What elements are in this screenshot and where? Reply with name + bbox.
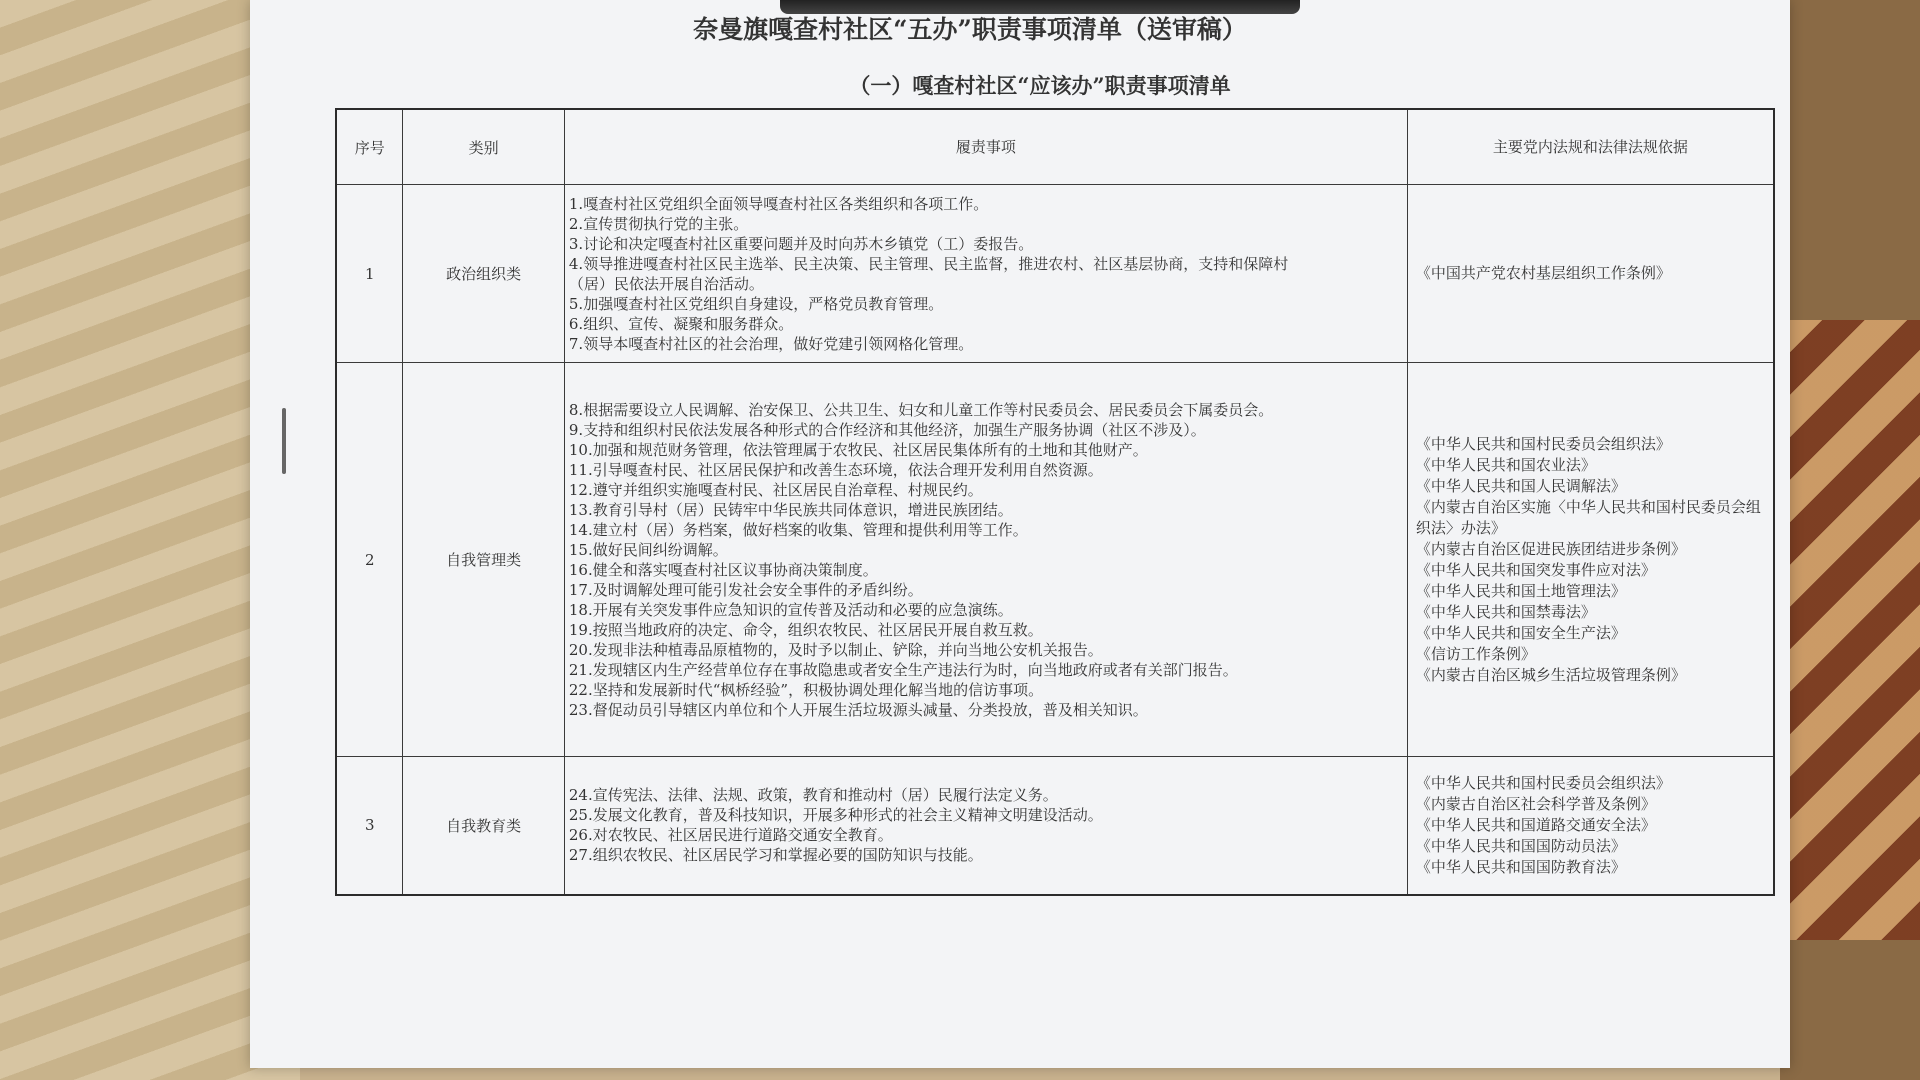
duty-item: 23.督促动员引导辖区内单位和个人开展生活垃圾源头减量、分类投放，普及相关知识。 [568, 700, 1148, 719]
table-row [336, 757, 1774, 895]
basis-item: 《中国共产党农村基层组织工作条例》 [1415, 264, 1671, 282]
duty-item: 9.支持和组织村民依法发展各种形式的合作经济和其他经济，加强生产服务协调（社区不涉及）。 [568, 420, 1206, 439]
duty-item: 19.按照当地政府的决定、命令，组织农牧民、社区居民开展自救互救。 [568, 620, 1043, 639]
duty-item: 18.开展有关突发事件应急知识的宣传普及活动和必要的应急演练。 [568, 600, 1013, 619]
row-no: 3 [336, 757, 403, 895]
document-subtitle: （一）嘎查村社区“应该办”职责事项清单 [849, 73, 1231, 98]
basis-item: 《中华人民共和国禁毒法》 [1415, 602, 1596, 621]
table-row [336, 185, 1774, 363]
duty-item: 25.发展文化教育，普及科技知识，开展多种形式的社会主义精神文明建设活动。 [568, 806, 1103, 825]
basis-item: 《中华人民共和国突发事件应对法》 [1415, 560, 1656, 579]
duty-item: 22.坚持和发展新时代“枫桥经验”，积极协调处理化解当地的信访事项。 [568, 680, 1044, 699]
duty-item: 16.健全和落实嘎查村社区议事协商决策制度。 [568, 560, 878, 579]
basis-item: 《内蒙古自治区城乡生活垃圾管理条例》 [1415, 665, 1686, 684]
basis-item: 《中华人民共和国土地管理法》 [1415, 581, 1626, 600]
duty-item: 13.教育引导村（居）民铸牢中华民族共同体意识，增进民族团结。 [568, 500, 1013, 519]
duty-item: 15.做好民间纠纷调解。 [568, 540, 728, 559]
row-duties [564, 185, 1407, 363]
basis-item: 《中华人民共和国道路交通安全法》 [1415, 815, 1656, 834]
row-category: 自我教育类 [403, 757, 564, 895]
header-basis: 主要党内法规和法律法规依据 [1407, 109, 1774, 185]
staple-mark [282, 408, 286, 474]
duty-item: 5.加强嘎查村社区党组织自身建设，严格党员教育管理。 [568, 294, 944, 313]
tablecloth-right [1780, 0, 1920, 1080]
duty-table [335, 108, 1775, 896]
duty-item: 12.遵守并组织实施嘎查村民、社区居民自治章程、村规民约。 [568, 480, 983, 499]
duty-item: 26.对农牧民、社区居民进行道路交通安全教育。 [568, 826, 893, 845]
document-title: 奈曼旗嘎查村社区“五办”职责事项清单（送审稿） [693, 15, 1247, 44]
duty-item: 6.组织、宣传、凝聚和服务群众。 [568, 314, 794, 333]
row-category: 自我管理类 [403, 363, 564, 757]
duty-item: 10.加强和规范财务管理，依法管理属于农牧民、社区居民集体所有的土地和其他财产。 [568, 440, 1148, 459]
table-row [336, 363, 1774, 757]
row-basis [1407, 757, 1774, 895]
row-duties [564, 757, 1407, 895]
row-no: 1 [336, 185, 403, 363]
basis-item: 《中华人民共和国农业法》 [1415, 455, 1596, 474]
row-basis [1407, 363, 1774, 757]
duty-item: 27.组织农牧民、社区居民学习和掌握必要的国防知识与技能。 [568, 846, 983, 865]
row-basis [1407, 185, 1774, 363]
duty-item: 24.宣传宪法、法律、法规、政策，教育和推动村（居）民履行法定义务。 [568, 786, 1058, 805]
tablecloth-pattern [1780, 320, 1920, 940]
duty-item: 3.讨论和决定嘎查村社区重要问题并及时向苏木乡镇党（工）委报告。 [568, 234, 1034, 253]
duty-item: 11.引导嘎查村民、社区居民保护和改善生态环境，依法合理开发利用自然资源。 [568, 460, 1103, 479]
header-category: 类别 [403, 109, 564, 185]
duty-item: 4.领导推进嘎查村社区民主选举、民主决策、民主管理、民主监督，推进农村、社区基层协商，支持和保障村 [568, 254, 1289, 273]
duty-item: 20.发现非法种植毒品原植物的，及时予以制止、铲除，并向当地公安机关报告。 [568, 640, 1103, 659]
basis-item: 《中华人民共和国国防教育法》 [1415, 857, 1626, 876]
basis-item: 《内蒙古自治区社会科学普及条例》 [1415, 794, 1656, 813]
basis-item: 《中华人民共和国人民调解法》 [1415, 476, 1626, 495]
basis-item: 《信访工作条例》 [1415, 644, 1536, 663]
row-category: 政治组织类 [403, 185, 564, 363]
basis-item: 《中华人民共和国安全生产法》 [1415, 623, 1626, 642]
basis-item: 《中华人民共和国国防动员法》 [1415, 836, 1626, 855]
header-no: 序号 [336, 109, 403, 185]
basis-item: 《内蒙古自治区促进民族团结进步条例》 [1415, 539, 1686, 558]
header-duties: 履责事项 [564, 109, 1407, 185]
table-header-row [336, 109, 1774, 185]
duty-item: 14.建立村（居）务档案，做好档案的收集、管理和提供利用等工作。 [568, 520, 1028, 539]
basis-item: 《中华人民共和国村民委员会组织法》 [1415, 773, 1671, 792]
duty-item: （居）民依法开展自治活动。 [568, 274, 764, 293]
duty-item: 21.发现辖区内生产经营单位存在事故隐患或者安全生产违法行为时，向当地政府或者有关部门报告。 [568, 660, 1238, 679]
duty-item: 8.根据需要设立人民调解、治安保卫、公共卫生、妇女和儿童工作等村民委员会、居民委员会下属委员会。 [568, 400, 1274, 419]
basis-item: 《中华人民共和国村民委员会组织法》 [1415, 434, 1671, 453]
duty-item: 2.宣传贯彻执行党的主张。 [568, 214, 749, 233]
row-no: 2 [336, 363, 403, 757]
duty-item: 7.领导本嘎查村社区的社会治理，做好党建引领网格化管理。 [568, 334, 974, 353]
duty-item: 17.及时调解处理可能引发社会安全事件的矛盾纠纷。 [568, 580, 923, 599]
row-duties [564, 363, 1407, 757]
basis-item: 《内蒙古自治区实施〈中华人民共和国村民委员会组织法〉办法》 [1415, 497, 1761, 537]
duty-item: 1.嘎查村社区党组织全面领导嘎查村社区各类组织和各项工作。 [568, 194, 989, 213]
